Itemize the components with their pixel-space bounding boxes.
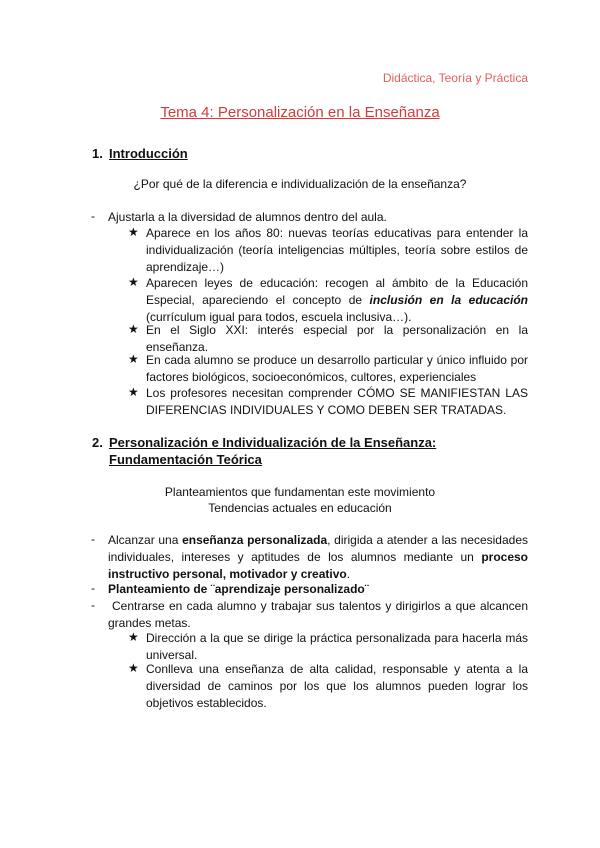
dash-bullet: - xyxy=(91,581,95,595)
s2-dash-3: Centrarse en cada alumno y trabajar sus talentos y dirigirlos a que alcancen grandes metas. xyxy=(108,599,528,630)
section-label: Introducción xyxy=(109,146,188,161)
s1-bullet-2-before: Aparecen leyes de educación: recogen al ámbito de la Educación Especial, apareciendo el concepto de xyxy=(146,276,528,307)
s2-bullet-2: Conlleva una enseñanza de alta calidad, responsable y atenta a la diversidad de caminos por los que los alumnos pueden lograr los objetivos establecidos. xyxy=(146,662,528,710)
star-bullet: ★ xyxy=(128,225,139,239)
star-bullet: ★ xyxy=(128,385,139,399)
section-number: 1. xyxy=(92,146,103,161)
dash-bullet: - xyxy=(91,598,95,612)
section-2-subtitle-1: Planteamientos que fundamentan este movimiento xyxy=(164,485,436,499)
s2-dash-1-e: . xyxy=(346,567,351,581)
running-header: Didáctica, Teoría y Práctica xyxy=(382,71,528,85)
section-1-question: ¿Por qué de la diferencia e individualización de la enseñanza? xyxy=(133,177,467,191)
s1-bullet-2-after: (currículum igual para todos, escuela inclusiva…). xyxy=(146,310,412,324)
star-bullet: ★ xyxy=(128,352,139,366)
section-2-subtitle-2: Tendencias actuales en educación xyxy=(208,501,392,515)
s1-bullet-4: En cada alumno se produce un desarrollo particular y único influido por factores biológicos, socioeconómicos, cultores, experienciales xyxy=(146,353,528,384)
section-label-line1: Personalización e Individualización de la Enseñanza: xyxy=(109,435,437,450)
s1-bullet-2 xyxy=(146,275,528,326)
star-bullet: ★ xyxy=(128,630,139,644)
star-bullet: ★ xyxy=(128,322,139,336)
s1-bullet-3: En el Siglo XXI: interés especial por la personalización en la enseñanza. xyxy=(146,323,528,354)
s2-dash-1 xyxy=(108,532,528,583)
s1-bullet-5: Los profesores necesitan comprender CÓMO SE MANIFIESTAN LAS DIFERENCIAS INDIVIDUALES Y COMO DEBEN SER TRATADAS. xyxy=(146,386,528,417)
s2-dash-1-b: enseñanza personalizada xyxy=(182,533,328,547)
s2-dash-1-c: , dirigida a atender a las necesidades individuales, intereses y aptitudes de los alumnos mediante un xyxy=(108,533,528,564)
s2-bullet-1: Dirección a la que se dirige la práctica personalizada para hacerla más universal. xyxy=(146,631,528,662)
s1-bullet-1: Aparece en los años 80: nuevas teorías educativas para entender la individualización (teoría inteligencias múltiples, teoría sobre estilos de aprendizaje…) xyxy=(146,226,528,274)
s2-dash-1-a: Alcanzar una xyxy=(108,533,183,547)
section-number: 2. xyxy=(92,435,103,450)
dash-bullet: - xyxy=(91,532,95,546)
dash-bullet: - xyxy=(91,209,95,223)
s1-dash-item: Ajustarla a la diversidad de alumnos dentro del aula. xyxy=(108,210,387,224)
s1-bullet-2-emphasis: inclusión en la educación xyxy=(369,293,528,307)
page-title: Tema 4: Personalización en la Enseñanza xyxy=(160,104,440,121)
s2-dash-2: Planteamiento de ¨aprendizaje personalizado¨ xyxy=(108,582,369,596)
section-label-line2: Fundamentación Teórica xyxy=(109,452,262,467)
s2-dash-1-d: proceso instructivo personal, motivador y creativo xyxy=(108,550,528,581)
star-bullet: ★ xyxy=(128,275,139,289)
star-bullet: ★ xyxy=(128,661,139,675)
section-2-heading xyxy=(92,434,436,468)
section-1-heading xyxy=(92,146,188,161)
